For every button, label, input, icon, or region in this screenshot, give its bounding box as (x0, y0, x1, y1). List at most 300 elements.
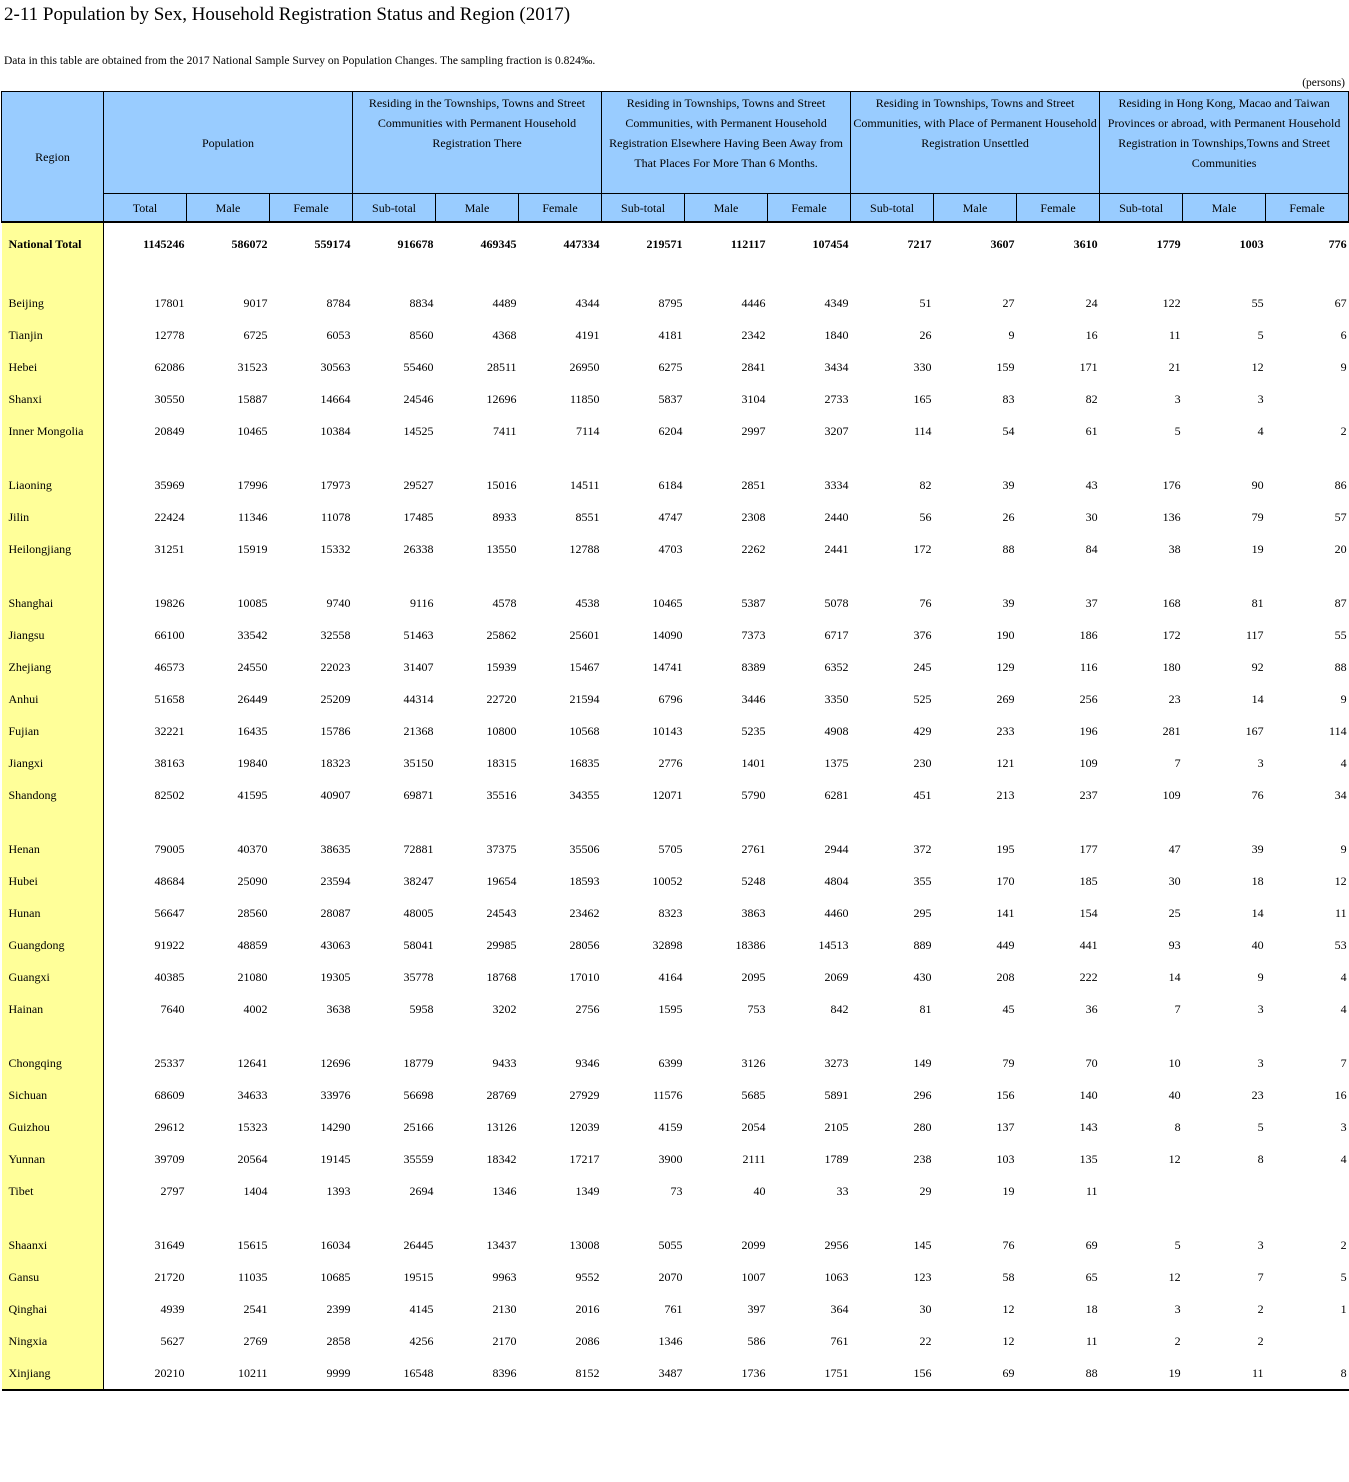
value-cell: 586 (747, 1333, 766, 1348)
value-cell: 237 (1079, 787, 1098, 802)
value-cell: 39 (1002, 595, 1015, 610)
value-cell: 61 (1085, 423, 1098, 438)
value-cell: 10085 (237, 595, 268, 610)
region-cell: Shandong (2, 779, 104, 811)
value-cell: 4489 (492, 295, 517, 310)
value-cell: 4939 (160, 1301, 185, 1316)
value-cell: 1401 (741, 755, 766, 770)
value-cell: 19515 (403, 1269, 434, 1284)
value-cell: 4344 (575, 295, 600, 310)
value-cell: 15919 (237, 541, 268, 556)
value-cell: 2 (1340, 423, 1347, 438)
value-cell: 26 (1002, 509, 1015, 524)
value-cell: 26449 (237, 691, 268, 706)
value-cell: 10211 (187, 1357, 270, 1390)
value-cell: 5627 (160, 1333, 185, 1348)
value-cell: 12778 (154, 327, 185, 342)
spacer-row (2, 447, 1349, 469)
value-cell: 15332 (320, 541, 351, 556)
value-cell: 38635 (320, 841, 351, 856)
value-cell: 27929 (569, 1087, 600, 1102)
value-cell: 7217 (851, 222, 934, 265)
value-cell: 19145 (320, 1151, 351, 1166)
value-cell: 73 (670, 1183, 683, 1198)
value-cell: 51 (919, 295, 932, 310)
value-cell: 17217 (569, 1151, 600, 1166)
value-cell: 4 (1340, 969, 1347, 984)
value-cell: 4368 (492, 327, 517, 342)
value-cell: 2441 (824, 541, 849, 556)
value-cell: 79 (1251, 509, 1264, 524)
value-cell: 22720 (486, 691, 517, 706)
value-cell: 140 (1079, 1087, 1098, 1102)
value-cell: 36 (1085, 1001, 1098, 1016)
value-cell: 4191 (575, 327, 600, 342)
value-cell: 3 (1257, 1055, 1264, 1070)
value-cell: 6275 (658, 359, 683, 374)
value-cell: 18 (1251, 873, 1264, 888)
value-cell: 32898 (652, 937, 683, 952)
value-cell: 18768 (486, 969, 517, 984)
value-cell: 1346 (658, 1333, 683, 1348)
value-cell: 186 (1079, 627, 1098, 642)
region-cell (2, 1025, 104, 1047)
value-cell: 12696 (320, 1055, 351, 1070)
source-note: Data in this table are obtained from the 2017 National Sample Survey on Population Changes. The sampling fraction is 0.824‰. (4, 55, 596, 67)
region-cell: Fujian (2, 715, 104, 747)
value-cell: 222 (1079, 969, 1098, 984)
value-cell: 8551 (575, 509, 600, 524)
value-cell: 4578 (492, 595, 517, 610)
value-cell: 1751 (768, 1357, 851, 1390)
spacer-row (2, 265, 1349, 287)
value-cell: 4446 (741, 295, 766, 310)
value-cell: 3638 (326, 1001, 351, 1016)
table-row (2, 1143, 1349, 1175)
value-cell: 34 (1334, 787, 1347, 802)
value-cell: 6796 (658, 691, 683, 706)
value-cell: 19826 (154, 595, 185, 610)
value-cell: 4002 (243, 1001, 268, 1016)
table-row (2, 683, 1349, 715)
value-cell: 2069 (824, 969, 849, 984)
value-cell: 9116 (409, 595, 434, 610)
value-cell: 9740 (326, 595, 351, 610)
value-cell: 107454 (768, 222, 851, 265)
value-cell: 4145 (409, 1301, 434, 1316)
value-cell: 14 (1168, 969, 1181, 984)
value-cell: 31649 (154, 1237, 185, 1252)
value-cell: 20 (1334, 541, 1347, 556)
value-cell: 296 (913, 1087, 932, 1102)
value-cell: 15323 (237, 1119, 268, 1134)
value-cell: 29527 (403, 477, 434, 492)
region-cell: Zhejiang (2, 651, 104, 683)
value-cell: 21594 (569, 691, 600, 706)
value-cell: 24543 (486, 905, 517, 920)
value-cell: 2111 (742, 1151, 766, 1166)
value-cell: 1404 (243, 1183, 268, 1198)
value-cell: 9 (1340, 841, 1347, 856)
value-cell: 469345 (436, 222, 519, 265)
value-cell: 19840 (237, 755, 268, 770)
value-cell: 26338 (403, 541, 434, 556)
value-cell: 2399 (326, 1301, 351, 1316)
spacer-cell (104, 447, 1349, 469)
value-cell: 41595 (237, 787, 268, 802)
value-cell: 12039 (569, 1119, 600, 1134)
region-cell: Tibet (2, 1175, 104, 1207)
value-cell: 2858 (326, 1333, 351, 1348)
subheader-cell: Sub-total (1100, 194, 1183, 223)
value-cell: 1003 (1183, 222, 1266, 265)
table-row (2, 1047, 1349, 1079)
value-cell: 6 (1340, 327, 1347, 342)
value-cell: 376 (913, 627, 932, 642)
value-cell: 2841 (741, 359, 766, 374)
value-cell: 2170 (492, 1333, 517, 1348)
value-cell (1266, 1175, 1349, 1207)
value-cell: 40 (1251, 937, 1264, 952)
value-cell: 12 (1168, 1151, 1181, 1166)
table-row (2, 469, 1349, 501)
value-cell: 256 (1079, 691, 1098, 706)
value-cell: 39 (1002, 477, 1015, 492)
value-cell: 35150 (403, 755, 434, 770)
value-cell: 88 (1334, 659, 1347, 674)
value-cell: 13008 (569, 1237, 600, 1252)
table-row (2, 415, 1349, 447)
subheader-cell: Female (768, 194, 851, 223)
value-cell: 219571 (602, 222, 685, 265)
value-cell: 3 (1340, 1119, 1347, 1134)
value-cell: 43 (1085, 477, 1098, 492)
value-cell: 761 (664, 1301, 683, 1316)
region-cell: Xinjiang (2, 1357, 104, 1390)
value-cell: 15939 (486, 659, 517, 674)
table-row (2, 651, 1349, 683)
table-row (2, 383, 1349, 415)
value-cell: 2099 (741, 1237, 766, 1252)
value-cell: 14741 (652, 659, 683, 674)
value-cell: 1779 (1100, 222, 1183, 265)
value-cell: 2769 (243, 1333, 268, 1348)
value-cell: 18323 (320, 755, 351, 770)
value-cell: 37 (1085, 595, 1098, 610)
value-cell: 281 (1162, 723, 1181, 738)
subheader-cell: Male (1183, 194, 1266, 223)
value-cell: 13550 (486, 541, 517, 556)
value-cell: 1007 (741, 1269, 766, 1284)
value-cell: 8 (1174, 1119, 1181, 1134)
value-cell: 17485 (403, 509, 434, 524)
value-cell: 31251 (154, 541, 185, 556)
value-cell: 26950 (569, 359, 600, 374)
table-row (2, 619, 1349, 651)
value-cell: 2541 (243, 1301, 268, 1316)
value-cell: 143 (1079, 1119, 1098, 1134)
spacer-row (2, 811, 1349, 833)
value-cell (1183, 1175, 1266, 1207)
spacer-cell (104, 1025, 1349, 1047)
value-cell: 76 (919, 595, 932, 610)
subheader-cell: Male (436, 194, 519, 223)
table-row (2, 779, 1349, 811)
region-cell (2, 565, 104, 587)
value-cell: 3 (1257, 755, 1264, 770)
value-cell: 93 (1168, 937, 1181, 952)
value-cell: 1346 (492, 1183, 517, 1198)
value-cell: 430 (913, 969, 932, 984)
value-cell: 10052 (652, 873, 683, 888)
subheader-cell: Sub-total (851, 194, 934, 223)
value-cell: 45 (1002, 1001, 1015, 1016)
value-cell: 23 (1168, 691, 1181, 706)
value-cell: 11 (1335, 905, 1347, 920)
value-cell: 1063 (824, 1269, 849, 1284)
value-cell: 2 (1340, 1237, 1347, 1252)
value-cell: 9552 (575, 1269, 600, 1284)
value-cell: 3610 (1017, 222, 1100, 265)
region-cell: Guangxi (2, 961, 104, 993)
value-cell: 46573 (154, 659, 185, 674)
region-cell: Gansu (2, 1261, 104, 1293)
value-cell: 109 (1162, 787, 1181, 802)
header-group-elsewhere: Residing in Townships, Towns and Street Communities, with Permanent Household Registration Elsewhere Having Been Away from That Places For More Than 6 Months. (602, 92, 851, 194)
region-cell: Shanxi (2, 383, 104, 415)
value-cell: 4159 (658, 1119, 683, 1134)
value-cell: 5790 (741, 787, 766, 802)
value-cell: 28087 (320, 905, 351, 920)
value-cell: 27 (1002, 295, 1015, 310)
header-group-population: Population (104, 92, 353, 194)
value-cell: 149 (913, 1055, 932, 1070)
value-cell: 1375 (824, 755, 849, 770)
value-cell: 136 (1162, 509, 1181, 524)
value-cell: 7411 (492, 423, 517, 438)
value-cell: 4 (1340, 1001, 1347, 1016)
value-cell: 17996 (237, 477, 268, 492)
value-cell: 2086 (575, 1333, 600, 1348)
value-cell: 51463 (403, 627, 434, 642)
spacer-row (2, 1207, 1349, 1229)
value-cell: 122 (1162, 295, 1181, 310)
value-cell: 57 (1334, 509, 1347, 524)
value-cell: 2130 (492, 1301, 517, 1316)
value-cell: 25 (1168, 905, 1181, 920)
value-cell: 91922 (154, 937, 185, 952)
value-cell: 11346 (237, 509, 268, 524)
value-cell: 22424 (154, 509, 185, 524)
value-cell: 6717 (824, 627, 849, 642)
value-cell: 1736 (685, 1357, 768, 1390)
value-cell: 3 (1257, 1237, 1264, 1252)
value-cell: 39709 (154, 1151, 185, 1166)
value-cell: 11035 (237, 1269, 268, 1284)
value-cell: 11 (1086, 1183, 1098, 1198)
value-cell: 269 (996, 691, 1015, 706)
value-cell: 67 (1334, 295, 1347, 310)
value-cell: 117 (1246, 627, 1264, 642)
value-cell: 135 (1079, 1151, 1098, 1166)
region-cell: Shaanxi (2, 1229, 104, 1261)
value-cell: 17801 (154, 295, 185, 310)
value-cell: 2095 (741, 969, 766, 984)
value-cell: 3273 (824, 1055, 849, 1070)
value-cell: 31407 (403, 659, 434, 674)
value-cell: 21368 (403, 723, 434, 738)
value-cell: 10465 (652, 595, 683, 610)
region-cell: Qinghai (2, 1293, 104, 1325)
value-cell: 21080 (237, 969, 268, 984)
value-cell: 48684 (154, 873, 185, 888)
value-cell: 69 (934, 1357, 1017, 1390)
region-cell: Hunan (2, 897, 104, 929)
value-cell: 20564 (237, 1151, 268, 1166)
value-cell: 11 (1086, 1333, 1098, 1348)
value-cell: 6184 (658, 477, 683, 492)
region-cell: Jilin (2, 501, 104, 533)
region-cell: Hainan (2, 993, 104, 1025)
value-cell: 21 (1168, 359, 1181, 374)
value-cell: 7 (1257, 1269, 1264, 1284)
value-cell: 586072 (187, 222, 270, 265)
value-cell: 5248 (741, 873, 766, 888)
value-cell: 25209 (320, 691, 351, 706)
value-cell: 842 (830, 1001, 849, 1016)
value-cell: 3 (1257, 1001, 1264, 1016)
value-cell: 82 (919, 477, 932, 492)
value-cell: 6053 (326, 327, 351, 342)
value-cell: 82502 (154, 787, 185, 802)
value-cell: 40 (1168, 1087, 1181, 1102)
value-cell: 32221 (154, 723, 185, 738)
value-cell: 238 (913, 1151, 932, 1166)
value-cell: 70 (1085, 1055, 1098, 1070)
value-cell: 10143 (652, 723, 683, 738)
value-cell: 145 (913, 1237, 932, 1252)
value-cell: 30 (1085, 509, 1098, 524)
value-cell: 33976 (320, 1087, 351, 1102)
value-cell: 5 (1257, 1119, 1264, 1134)
value-cell (1100, 1175, 1183, 1207)
region-cell: Hubei (2, 865, 104, 897)
value-cell: 9433 (492, 1055, 517, 1070)
value-cell: 15467 (569, 659, 600, 674)
value-cell: 83 (1002, 391, 1015, 406)
region-cell: Tianjin (2, 319, 104, 351)
region-cell: Yunnan (2, 1143, 104, 1175)
value-cell: 79005 (154, 841, 185, 856)
value-cell: 397 (747, 1301, 766, 1316)
value-cell: 68609 (154, 1087, 185, 1102)
value-cell: 11 (1183, 1357, 1266, 1390)
value-cell: 2694 (409, 1183, 434, 1198)
value-cell: 776 (1266, 222, 1349, 265)
value-cell: 208 (996, 969, 1015, 984)
value-cell: 2733 (824, 391, 849, 406)
value-cell: 16835 (569, 755, 600, 770)
table-row (2, 929, 1349, 961)
value-cell: 245 (913, 659, 932, 674)
value-cell: 14 (1251, 691, 1264, 706)
table-row (2, 587, 1349, 619)
value-cell: 18342 (486, 1151, 517, 1166)
region-cell: Jiangxi (2, 747, 104, 779)
value-cell: 429 (913, 723, 932, 738)
value-cell: 25090 (237, 873, 268, 888)
value-cell: 7114 (575, 423, 600, 438)
value-cell: 40370 (237, 841, 268, 856)
value-cell: 35516 (486, 787, 517, 802)
value-cell: 123 (913, 1269, 932, 1284)
spacer-cell (104, 265, 1349, 287)
table-row (2, 865, 1349, 897)
value-cell: 753 (747, 1001, 766, 1016)
value-cell: 1 (1340, 1301, 1347, 1316)
value-cell: 55 (1334, 627, 1347, 642)
value-cell: 3 (1174, 391, 1181, 406)
value-cell: 8152 (519, 1357, 602, 1390)
value-cell: 4181 (658, 327, 683, 342)
value-cell: 15016 (486, 477, 517, 492)
value-cell: 13126 (486, 1119, 517, 1134)
value-cell: 30 (1168, 873, 1181, 888)
value-cell: 29612 (154, 1119, 185, 1134)
region-cell: Anhui (2, 683, 104, 715)
value-cell: 12 (1168, 1269, 1181, 1284)
value-cell: 81 (1251, 595, 1264, 610)
value-cell: 12 (1334, 873, 1347, 888)
value-cell: 1393 (326, 1183, 351, 1198)
value-cell: 24 (1085, 295, 1098, 310)
value-cell: 16034 (320, 1237, 351, 1252)
table-row (2, 533, 1349, 565)
value-cell: 43063 (320, 937, 351, 952)
value-cell: 62086 (154, 359, 185, 374)
table-row (2, 833, 1349, 865)
value-cell: 1840 (824, 327, 849, 342)
value-cell: 8389 (741, 659, 766, 674)
value-cell: 26445 (403, 1237, 434, 1252)
value-cell: 4703 (658, 541, 683, 556)
value-cell: 233 (996, 723, 1015, 738)
value-cell: 81 (919, 1001, 932, 1016)
value-cell: 25166 (403, 1119, 434, 1134)
region-cell: Guangdong (2, 929, 104, 961)
value-cell: 449 (996, 937, 1015, 952)
value-cell: 58 (1002, 1269, 1015, 1284)
value-cell: 34355 (569, 787, 600, 802)
subheader-row (2, 194, 1349, 223)
table-row (2, 961, 1349, 993)
value-cell: 11850 (569, 391, 600, 406)
value-cell: 9346 (575, 1055, 600, 1070)
value-cell: 28560 (237, 905, 268, 920)
value-cell: 86 (1334, 477, 1347, 492)
value-cell: 18315 (486, 755, 517, 770)
value-cell: 19305 (320, 969, 351, 984)
header-region: Region (2, 92, 104, 223)
value-cell: 55 (1251, 295, 1264, 310)
region-cell (2, 1207, 104, 1229)
national-total-row (2, 222, 1349, 265)
value-cell: 7373 (741, 627, 766, 642)
value-cell: 13437 (486, 1237, 517, 1252)
value-cell: 12071 (652, 787, 683, 802)
value-cell: 525 (913, 691, 932, 706)
value-cell: 1595 (658, 1001, 683, 1016)
